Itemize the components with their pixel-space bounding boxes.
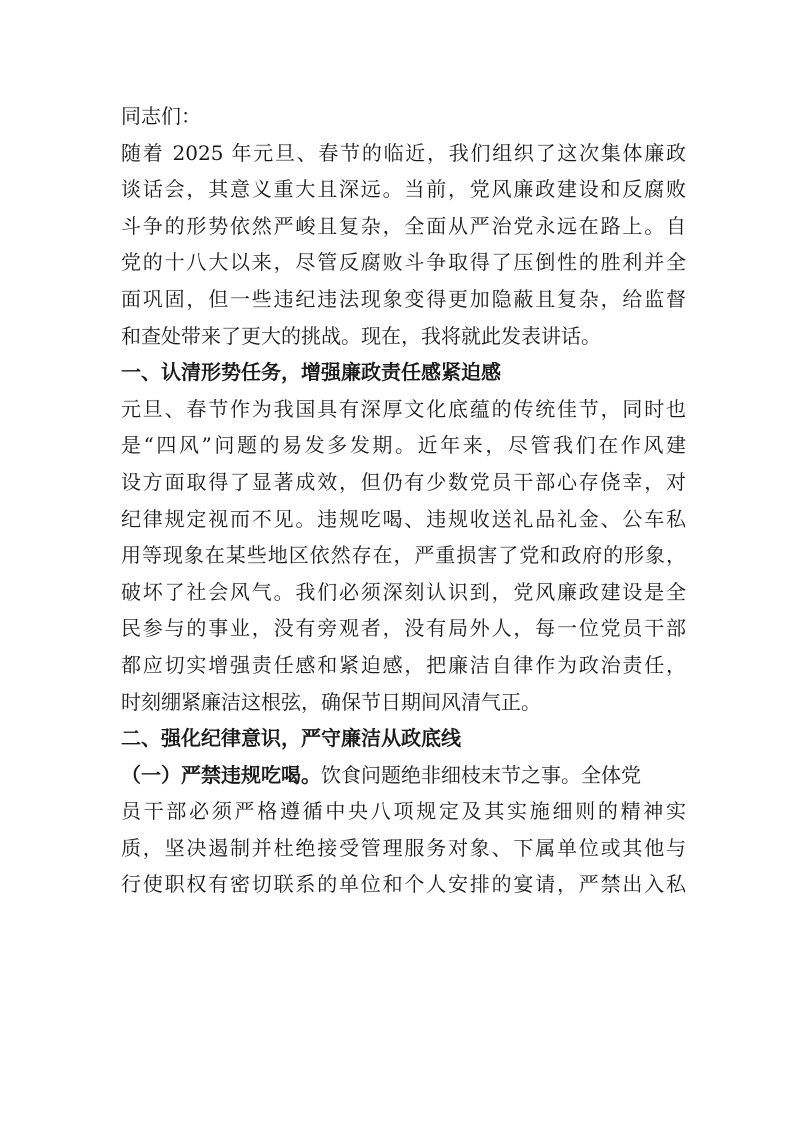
- intro-paragraph: [121, 135, 686, 355]
- section1-line: 设方面取得了显著成效，但仍有少数党员干部心存侥幸，对: [121, 469, 686, 494]
- section2-item1-line: 质，坚决遏制并杜绝接受管理服务对象、下属单位或其他与: [121, 835, 686, 860]
- section1-line: 是“四风”问题的易发多发期。近年来，尽管我们在作风建: [121, 433, 686, 458]
- section1-line: 元旦、春节作为我国具有深厚文化底蕴的传统佳节，同时也: [121, 396, 686, 421]
- salutation: 同志们：: [121, 104, 201, 128]
- section2-item1-first-text: 饮食问题绝非细枝末节之事。全体党: [321, 762, 641, 787]
- section1-paragraph: [121, 391, 686, 720]
- intro-line: 随着 2025 年元旦、春节的临近，我们组织了这次集体廉政: [121, 140, 686, 165]
- intro-line: 斗争的形势依然严峻且复杂，全面从严治党永远在路上。自: [121, 213, 686, 238]
- section2-item1-line: 员干部必须严格遵循中央八项规定及其实施细则的精神实: [121, 799, 686, 824]
- document-body: [121, 98, 686, 903]
- section1-line: 民参与的事业，没有旁观者，没有局外人，每一位党员干部: [121, 616, 686, 641]
- intro-line: 党的十八大以来，尽管反腐败斗争取得了压倒性的胜利并全: [121, 250, 686, 275]
- section1-heading: 一、认清形势任务，增强廉政责任感紧迫感: [121, 360, 501, 385]
- intro-line: 谈话会，其意义重大且深远。当前，党风廉政建设和反腐败: [121, 177, 686, 202]
- section2-item1-title: （一）严禁违规吃喝。: [121, 762, 321, 787]
- section1-line: 破坏了社会风气。我们必须深刻认识到，党风廉政建设是全: [121, 579, 686, 604]
- section1-line: 用等现象在某些地区依然存在，严重损害了党和政府的形象，: [121, 543, 686, 568]
- section2-item1-line: 行使职权有密切联系的单位和个人安排的宴请，严禁出入私: [121, 872, 686, 897]
- section1-line: 纪律规定视而不见。违规吃喝、违规收送礼品礼金、公车私: [121, 506, 686, 531]
- section1-line: 时刻绷紧廉洁这根弦，确保节日期间风清气正。: [121, 689, 541, 714]
- intro-line: 面巩固，但一些违纪违法现象变得更加隐蔽且复杂，给监督: [121, 286, 686, 311]
- section2-heading: 二、强化纪律意识，严守廉洁从政底线: [121, 726, 461, 751]
- section2-item1-paragraph: [121, 757, 686, 903]
- section1-line: 都应切实增强责任感和紧迫感，把廉洁自律作为政治责任，: [121, 652, 686, 677]
- intro-line: 和查处带来了更大的挑战。现在，我将就此发表讲话。: [121, 323, 601, 348]
- section2-item1-first-line: [121, 757, 686, 794]
